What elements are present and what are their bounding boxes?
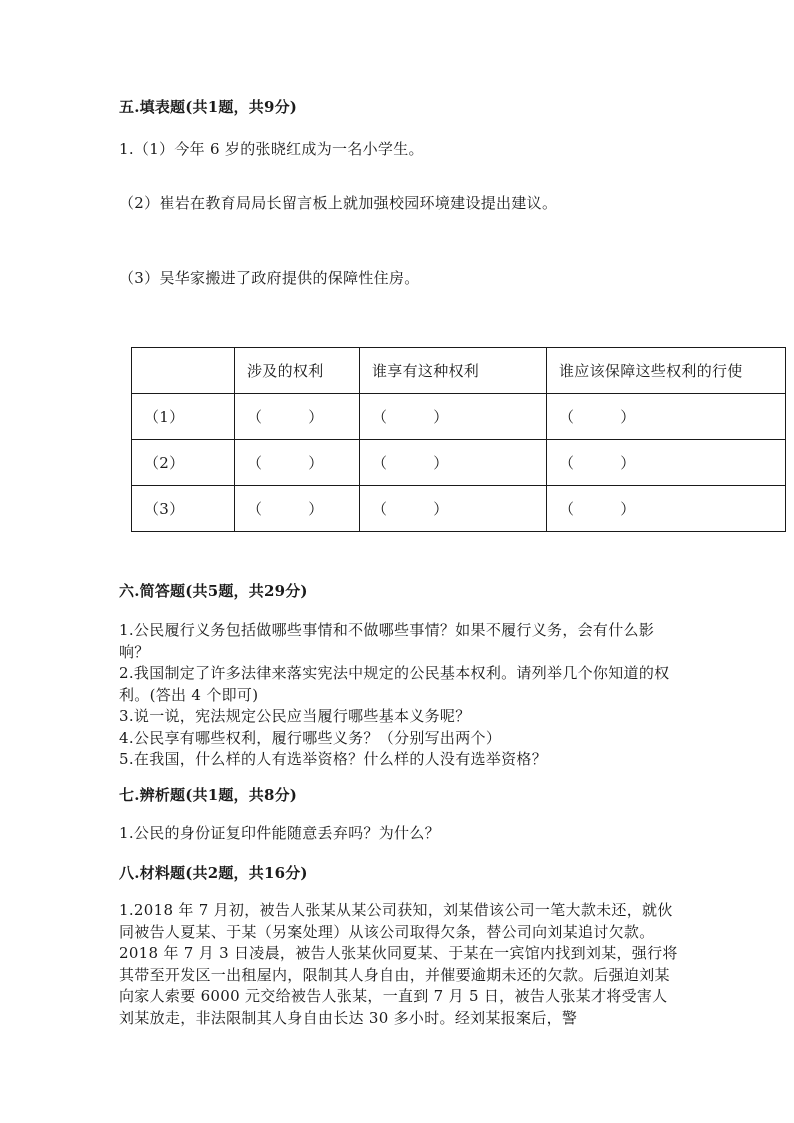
- answer-blank: （ ）: [235, 394, 360, 440]
- material-paragraph: 1.2018 年 7 月初，被告人张某从某公司获知，刘某借该公司一笔大款未还，就伙同被告人夏某、于某（另案处理）从该公司取得欠条，替公司向刘某追讨欠款。2018 年 7 月 3 日凌晨，被告人张某伙同夏某、于某在一宾馆内找到刘某，强行将其带至开发区一出租屋内，限制其人身自由，并催要逾期未还的欠款。后强迫刘某向家人索要 6000 元交给被告人张某，一直到 7 月 5 日，被告人张某才将受害人刘某放走，非法限制其人身自由长达 30 多小时。经刘某报案后，警: [119, 901, 678, 1027]
- row-label: （1）: [132, 394, 235, 440]
- answer-blank: （ ）: [235, 486, 360, 532]
- section6-heading: 六.简答题(共5题，共29分): [119, 582, 308, 600]
- question-list: [119, 620, 679, 771]
- answer-blank: （ ）: [547, 440, 786, 486]
- table-row: [132, 394, 786, 440]
- row-label: （2）: [132, 440, 235, 486]
- answer-blank: （ ）: [360, 394, 547, 440]
- row-label: （3）: [132, 486, 235, 532]
- answer-blank: （ ）: [547, 486, 786, 532]
- answer-blank: （ ）: [547, 394, 786, 440]
- section8-heading: 八.材料题(共2题，共16分): [119, 864, 308, 882]
- list-item: 1.公民的身份证复印件能随意丢弃吗？为什么？: [119, 824, 440, 842]
- list-item: 3.说一说，宪法规定公民应当履行哪些基本义务呢？: [119, 707, 471, 725]
- table-header-cell: [132, 348, 235, 394]
- answer-blank: （ ）: [235, 440, 360, 486]
- list-item: 4.公民享有哪些权利，履行哪些义务？（分别写出两个）: [119, 728, 502, 747]
- table-header-row: [132, 348, 786, 394]
- section5-heading: 五.填表题(共1题，共9分): [119, 98, 298, 116]
- list-item: 5.在我国，什么样的人有选举资格？什么样的人没有选举资格？: [119, 750, 548, 768]
- table-header-cell: 涉及的权利: [235, 348, 360, 394]
- question-text: （2）崔岩在教育局局长留言板上就加强校园环境建设提出建议。: [119, 194, 558, 212]
- list-item: 1.公民履行义务包括做哪些事情和不做哪些事情？如果不履行义务，会有什么影响？: [119, 621, 655, 661]
- table-header-cell: 谁应该保障这些权利的行使: [547, 348, 786, 394]
- answer-table: [131, 347, 786, 532]
- table-header-cell: 谁享有这种权利: [360, 348, 547, 394]
- table-row: [132, 440, 786, 486]
- answer-blank: （ ）: [360, 440, 547, 486]
- question-text: （3）吴华家搬进了政府提供的保障性住房。: [119, 269, 420, 287]
- table-row: [132, 486, 786, 532]
- answer-blank: （ ）: [360, 486, 547, 532]
- list-item: 2.我国制定了许多法律来落实宪法中规定的公民基本权利。请列举几个你知道的权利。(答出 4 个即可): [119, 664, 670, 704]
- section7-heading: 七.辨析题(共1题，共8分): [119, 786, 298, 804]
- question-text: 1.（1）今年 6 岁的张晓红成为一名小学生。: [119, 140, 424, 158]
